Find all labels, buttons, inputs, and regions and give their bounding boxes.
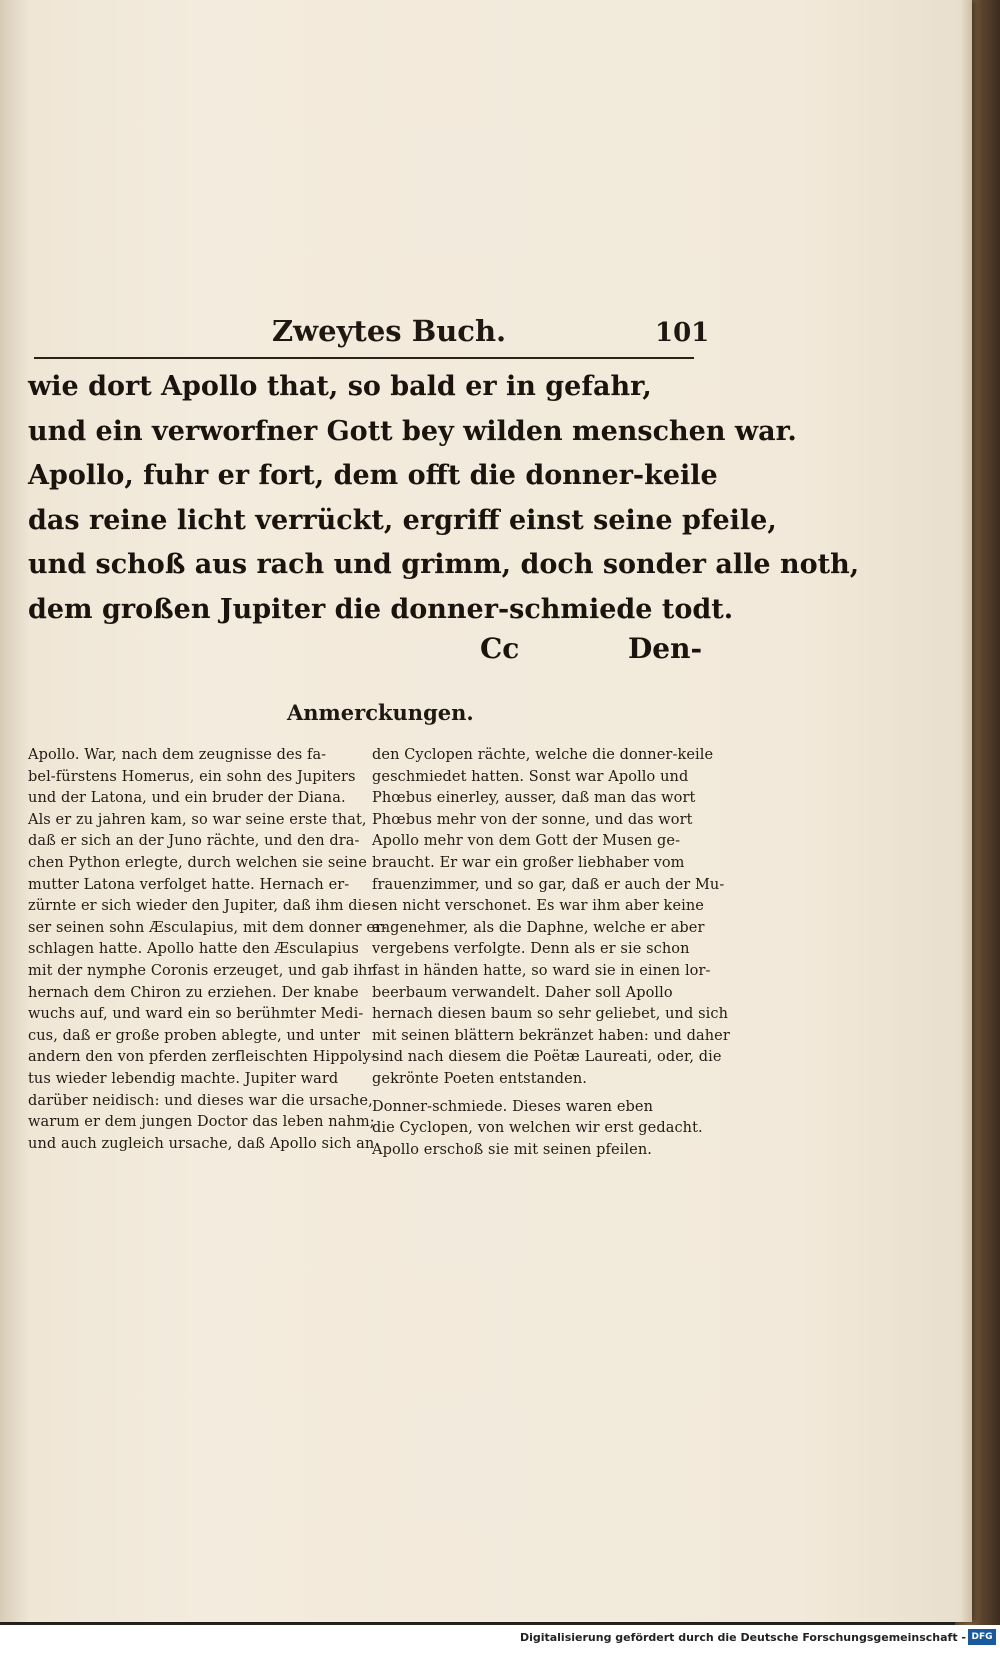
note-line: mutter Latona verfolget hatte. Hernach er- [28,876,350,893]
note-line: geschmiedet hatten. Sonst war Apollo und [372,768,689,785]
verse-line: und ein verworfner Gott bey wilden menschen war. [28,415,797,447]
note-line: braucht. Er war ein großer liebhaber vom [372,854,685,871]
verse-line: wie dort Apollo that, so bald er in gefahr, [28,371,652,402]
note-line: schlagen hatte. Apollo hatte den Æsculapius [28,941,359,958]
note-line: cus, daß er große proben ablegte, und unter [28,1027,360,1044]
note-line: hernach diesen baum so sehr geliebet, und sich [372,1006,729,1023]
note-line: Als er zu jahren kam, so war seine erste that, [28,811,367,828]
header-rule [34,357,694,359]
note-line: chen Python erlegte, durch welchen sie seine [28,854,367,871]
note-line: darüber neidisch: und dieses war die ursache, [28,1092,373,1109]
notes-column-right [372,745,730,1161]
note-line: fast in händen hatte, so ward sie in einen lor- [372,962,711,979]
running-title: Zweytes Buch. [272,314,507,348]
notes-heading: Anmerckungen. [287,700,474,725]
note-line: gekrönte Poeten entstanden. [372,1070,588,1087]
note-line: Donner-schmiede. Dieses waren eben [372,1098,654,1115]
verse-block [28,365,860,632]
note-line: die Cyclopen, von welchen wir erst gedacht. [372,1120,703,1137]
note-line: und auch zugleich ursache, daß Apollo sich an [28,1135,375,1152]
dfg-logo: DFG [968,1629,996,1645]
verse-line: Apollo, fuhr er fort, dem offt die donner-keile [28,460,718,491]
note-line: Apollo mehr von dem Gott der Musen ge- [372,833,681,850]
note-line: beerbaum verwandelt. Daher soll Apollo [372,984,673,1001]
note-line: Apollo. War, nach dem zeugnisse des fa- [28,747,327,763]
note-line: sen nicht verschonet. Es war ihm aber keine [372,898,704,915]
signature-mark: Cc [480,632,520,665]
note-line: vergebens verfolgte. Denn als er sie schon [372,941,690,958]
note-line: warum er dem jungen Doctor das leben nahm; [28,1114,375,1131]
note-line: zürnte er sich wieder den Jupiter, daß ihm die- [28,898,377,915]
verse-line: das reine licht verrückt, ergriff einst seine pfeile, [28,504,777,536]
note-line: frauenzimmer, und so gar, daß er auch der Mu- [372,876,725,893]
note-line: andern den von pferden zerfleischten Hippoly- [28,1049,376,1066]
note-line: und der Latona, und ein bruder der Diana. [28,790,346,807]
note-line: daß er sich an der Juno rächte, und den dra- [28,833,360,850]
verse-line: dem großen Jupiter die donner-schmiede todt. [28,593,734,625]
footer-bar [0,1625,1000,1655]
note-line: Phœbus einerley, ausser, daß man das wort [372,790,696,807]
note-line: Phœbus mehr von der sonne, und das wort [372,811,693,828]
note-line: sind nach diesem die Poëtæ Laureati, oder, die [372,1049,722,1066]
note-line: den Cyclopen rächte, welche die donner-keile [372,747,714,763]
funding-credit: Digitalisierung gefördert durch die Deutsche Forschungsgemeinschaft - [519,1631,966,1644]
note-line: Apollo erschoß sie mit seinen pfeilen. [372,1141,652,1158]
page-number: 101 [655,318,710,348]
note-line: tus wieder lebendig machte. Jupiter ward [28,1070,339,1087]
note-line: bel-fürstens Homerus, ein sohn des Jupiters [28,768,356,785]
notes-column-left [28,745,388,1155]
note-line: hernach dem Chiron zu erziehen. Der knabe [28,984,359,1001]
note-line: angenehmer, als die Daphne, welche er aber [372,919,705,936]
verse-line: und schoß aus rach und grimm, doch sonder alle noth, [28,549,860,580]
note-line: mit seinen blättern bekränzet haben: und daher [372,1027,730,1044]
note-line: ser seinen sohn Æsculapius, mit dem donner er- [28,919,388,936]
note-line: mit der nymphe Coronis erzeuget, und gab ihn [28,962,377,979]
note-line: wuchs auf, und ward ein so berühmter Medi- [28,1006,364,1023]
catchword: Den- [628,632,703,665]
